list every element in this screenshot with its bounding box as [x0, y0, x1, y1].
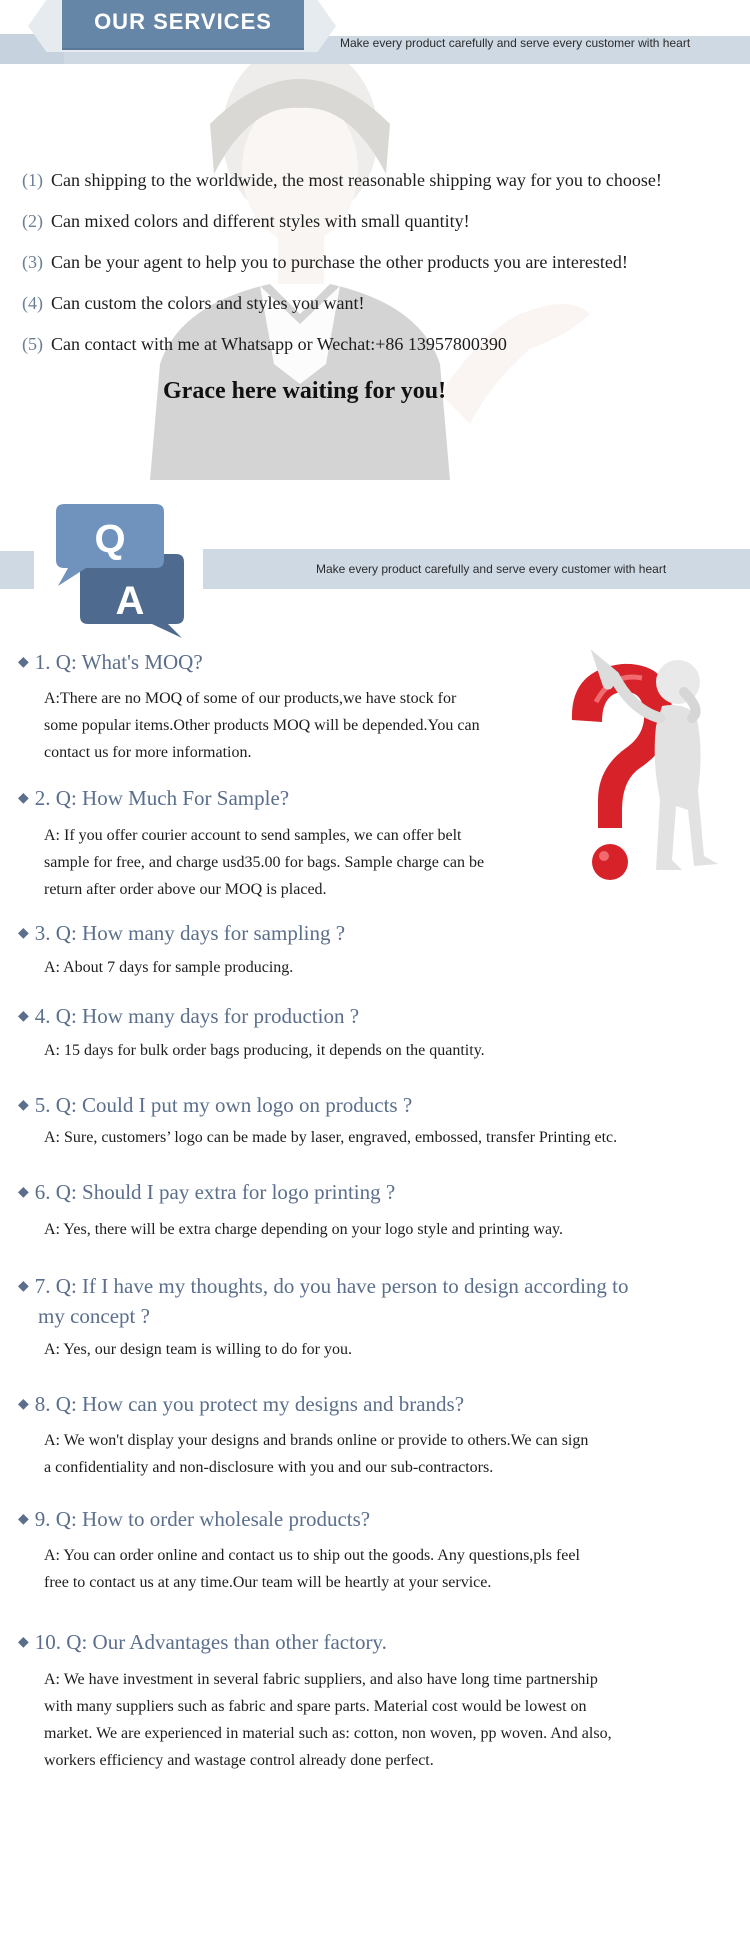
faq-answer-line: A: Sure, customers’ logo can be made by laser, engraved, embossed, transfer Printing etc. — [44, 1129, 618, 1146]
diamond-bullet-icon: ◆ — [18, 1009, 29, 1024]
service-item — [22, 293, 364, 319]
qa-q-letter: Q — [94, 517, 126, 561]
faq-answer-line: A: Yes, our design team is willing to do for you. — [44, 1341, 352, 1358]
faq-question: ◆ 8. Q: How can you protect my designs and brands? — [18, 1392, 465, 1416]
faq-answer-line: A: About 7 days for sample producing. — [44, 959, 294, 976]
faq-answer-line: A: We have investment in several fabric suppliers, and also have long time partnership — [44, 1671, 598, 1688]
faq-question: ◆ 4. Q: How many days for production ? — [18, 1004, 360, 1028]
faq-question: ◆ 10. Q: Our Advantages than other factory. — [18, 1630, 387, 1654]
diamond-bullet-icon: ◆ — [18, 655, 29, 670]
diamond-bullet-icon: ◆ — [18, 791, 29, 806]
faq-answer-line: sample for free, and charge usd35.00 for bags. Sample charge can be — [44, 854, 485, 871]
faq-answer-line: A:There are no MOQ of some of our products,we have stock for — [44, 690, 457, 707]
faq-answer-line: a confidentiality and non-disclosure with you and our sub-contractors. — [44, 1459, 494, 1476]
faq-answer-line: market. We are experienced in material such as: cotton, non woven, pp woven. And also, — [44, 1725, 612, 1742]
faq-answer-line: A: Yes, there will be extra charge depending on your logo style and printing way. — [44, 1221, 563, 1238]
service-number: (3) — [22, 252, 43, 272]
service-text: Can shipping to the worldwide, the most reasonable shipping way for you to choose! — [51, 170, 662, 190]
service-number: (4) — [22, 293, 43, 313]
closing-message: Grace here waiting for you! — [163, 378, 447, 404]
faq-question: ◆ 6. Q: Should I pay extra for logo printing ? — [18, 1180, 396, 1204]
service-number: (5) — [22, 334, 43, 354]
faq-answer-line: some popular items.Other products MOQ will be depended.You can — [44, 717, 480, 734]
faq-answer-line: A: We won't display your designs and brands online or provide to others.We can sign — [44, 1432, 589, 1449]
diamond-bullet-icon: ◆ — [18, 1512, 29, 1527]
faq-question: ◆ 5. Q: Could I put my own logo on products ? — [18, 1093, 413, 1117]
diamond-bullet-icon: ◆ — [18, 1279, 29, 1294]
diamond-bullet-icon: ◆ — [18, 1635, 29, 1650]
faq-question: ◆ 2. Q: How Much For Sample? — [18, 786, 290, 810]
faq-question: ◆ 7. Q: If I have my thoughts, do you have person to design according to — [18, 1274, 629, 1298]
diamond-bullet-icon: ◆ — [18, 926, 29, 941]
qa-slogan: Make every product carefully and serve every customer with heart — [316, 562, 667, 576]
service-number: (2) — [22, 211, 43, 231]
service-text: Can be your agent to help you to purchase the other products you are interested! — [51, 252, 628, 272]
service-item — [22, 211, 470, 237]
service-number: (1) — [22, 170, 43, 190]
qa-speech-bubbles-icon — [56, 504, 186, 638]
service-item — [22, 252, 628, 278]
faq-answer-line: A: 15 days for bulk order bags producing, it depends on the quantity. — [44, 1042, 485, 1059]
faq-answer-line: with many suppliers such as fabric and spare parts. Material cost would be lowest on — [44, 1698, 587, 1715]
faq-question: ◆ 1. Q: What's MOQ? — [18, 650, 203, 674]
faq-answer-line: contact us for more information. — [44, 744, 252, 761]
qa-header-left-strip — [0, 551, 34, 589]
service-text: Can mixed colors and different styles with small quantity! — [51, 211, 470, 231]
faq-answer-line: return after order above our MOQ is placed. — [44, 881, 327, 898]
service-text: Can custom the colors and styles you want! — [51, 293, 365, 313]
diamond-bullet-icon: ◆ — [18, 1185, 29, 1200]
diamond-bullet-icon: ◆ — [18, 1397, 29, 1412]
services-slogan: Make every product carefully and serve every customer with heart — [340, 36, 691, 50]
service-item — [22, 334, 507, 360]
question-mark-figure-icon — [552, 650, 732, 910]
faq-answer-line: A: You can order online and contact us to ship out the goods. Any questions,pls feel — [44, 1547, 580, 1564]
faq-answer-line: free to contact us at any time.Our team will be heartly at your service. — [44, 1574, 492, 1591]
faq-question: ◆ 3. Q: How many days for sampling ? — [18, 921, 346, 945]
services-tab-title: OUR SERVICES — [94, 9, 272, 34]
diamond-bullet-icon: ◆ — [18, 1098, 29, 1113]
qa-a-letter: A — [115, 579, 145, 623]
faq-question-continued: my concept ? — [38, 1304, 150, 1328]
service-item — [22, 170, 662, 196]
faq-answer-line: A: If you offer courier account to send samples, we can offer belt — [44, 827, 462, 844]
service-text: Can contact with me at Whatsapp or Wechat:+86 13957800390 — [51, 334, 507, 354]
faq-answer-line: workers efficiency and wastage control already done perfect. — [44, 1752, 434, 1769]
faq-question: ◆ 9. Q: How to order wholesale products? — [18, 1507, 371, 1531]
